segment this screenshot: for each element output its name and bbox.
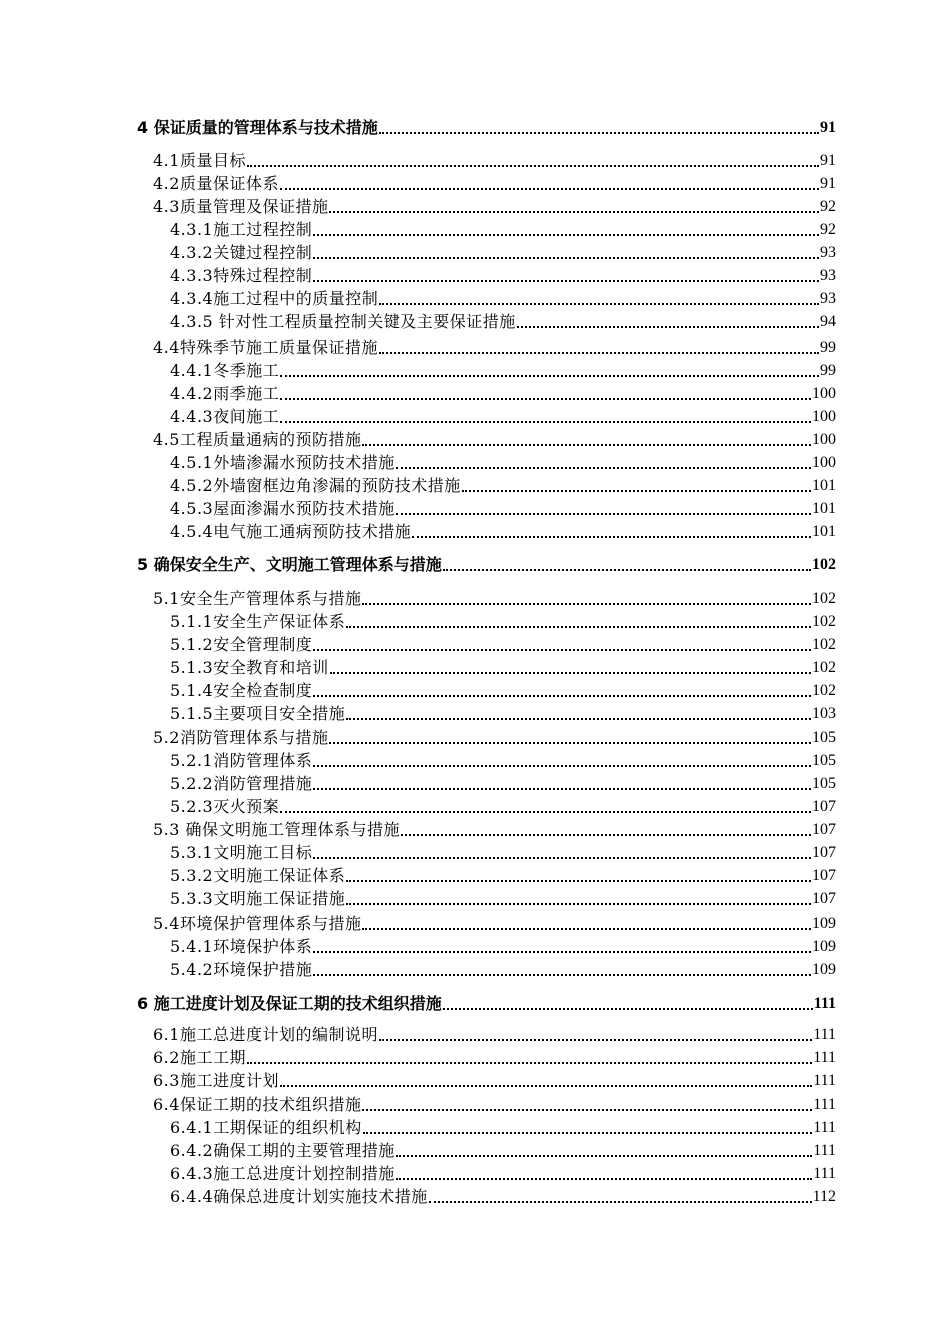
toc-section-entry[interactable] [153,588,836,610]
toc-page-number: 94 [820,313,836,330]
toc-entry-title: 4.4.3夜间施工 [170,407,280,426]
toc-entry-title: 5.2.2消防管理措施 [170,774,313,793]
toc-section-entry[interactable] [153,173,836,195]
toc-page-number: 92 [820,221,836,238]
toc-section-entry[interactable] [170,452,836,474]
toc-section-entry[interactable] [170,383,836,405]
toc-section-entry[interactable] [170,657,836,679]
toc-entry-title: 4.4.1冬季施工 [170,361,280,380]
dot-leader [313,765,811,767]
toc-entry-title: 5.1.3安全教育和培训 [170,658,329,677]
toc-page-number: 109 [812,938,836,955]
toc-page-number: 102 [812,556,836,573]
toc-chapter-entry[interactable] [137,554,836,576]
toc-section-entry[interactable] [153,819,836,841]
dot-leader [280,811,811,813]
dot-leader [280,1085,812,1087]
toc-entry-title: 4.4特殊季节施工质量保证措施 [153,338,378,357]
toc-section-entry[interactable] [153,1070,836,1092]
toc-page-number: 107 [812,844,836,861]
toc-page-number: 111 [813,1026,836,1043]
toc-entry-title: 6.4.1工期保证的组织机构 [170,1118,362,1137]
dot-leader [412,536,811,538]
dot-leader [443,1008,813,1010]
toc-section-entry[interactable] [170,773,836,795]
toc-entry-title: 4.3.4施工过程中的质量控制 [170,289,379,308]
toc-page-number: 111 [813,1072,836,1089]
toc-entry-title: 5.3.3文明施工保证措施 [170,889,346,908]
toc-page-number: 109 [812,915,836,932]
dot-leader [329,742,811,744]
toc-page-number: 93 [820,244,836,261]
toc-entry-title: 4.4.2雨季施工 [170,384,280,403]
dot-leader [247,1062,812,1064]
toc-entry-title: 6.4.3施工总进度计划控制措施 [170,1164,395,1183]
dot-leader [280,398,811,400]
dot-leader [362,444,811,446]
toc-page-number: 107 [812,890,836,907]
toc-chapter-entry[interactable] [137,993,836,1015]
toc-section-entry[interactable] [170,1186,836,1208]
toc-section-entry[interactable] [170,959,836,981]
toc-section-entry[interactable] [170,680,836,702]
toc-section-entry[interactable] [170,842,836,864]
toc-entry-title: 4.3.1施工过程控制 [170,220,313,239]
dot-leader [517,326,819,328]
toc-section-entry[interactable] [153,727,836,749]
dot-leader [280,375,819,377]
toc-entry-title: 6.4.4确保总进度计划实施技术措施 [170,1187,428,1206]
toc-entry-title: 5 确保安全生产、文明施工管理体系与措施 [137,555,442,574]
toc-section-entry[interactable] [170,311,836,333]
toc-page-number: 111 [813,1049,836,1066]
toc-section-entry[interactable] [153,196,836,218]
toc-section-entry[interactable] [153,337,836,359]
toc-page-number: 111 [813,995,836,1012]
toc-page-number: 107 [812,867,836,884]
toc-page-number: 91 [820,119,836,136]
toc-entry-title: 6.1施工总进度计划的编制说明 [153,1025,378,1044]
dot-leader [396,513,811,515]
dot-leader [313,234,819,236]
toc-page-number: 103 [812,705,836,722]
toc-entry-title: 4.1质量目标 [153,151,246,170]
toc-entry-title: 5.4环境保护管理体系与措施 [153,914,362,933]
toc-entry-title: 5.2.1消防管理体系 [170,751,313,770]
dot-leader [313,649,811,651]
toc-entry-title: 5.1.4安全检查制度 [170,681,313,700]
toc-section-entry[interactable] [153,150,836,172]
toc-section-entry[interactable] [170,936,836,958]
toc-entry-title: 5.2.3灭火预案 [170,797,280,816]
toc-section-entry[interactable] [170,521,836,543]
toc-page-number: 109 [812,961,836,978]
toc-section-entry[interactable] [170,750,836,772]
toc-section-entry[interactable] [153,1024,836,1046]
dot-leader [280,421,811,423]
toc-page-number: 111 [813,1096,836,1113]
toc-page-number: 102 [812,659,836,676]
toc-entry-title: 5.4.2环境保护措施 [170,960,313,979]
toc-section-entry[interactable] [170,406,836,428]
toc-section-entry[interactable] [170,475,836,497]
toc-page-number: 102 [812,590,836,607]
toc-section-entry[interactable] [170,796,836,818]
toc-entry-title: 5.3 确保文明施工管理体系与措施 [153,820,401,839]
toc-page-number: 105 [812,775,836,792]
toc-entry-title: 5.1.5主要项目安全措施 [170,704,346,723]
dot-leader [396,467,811,469]
toc-entry-title: 4.3质量管理及保证措施 [153,197,329,216]
toc-entry-title: 6.4保证工期的技术组织措施 [153,1095,362,1114]
toc-page-number: 102 [812,613,836,630]
dot-leader [313,788,811,790]
toc-entry-title: 5.1安全生产管理体系与措施 [153,589,362,608]
toc-section-entry[interactable] [170,865,836,887]
toc-entry-title: 4.5.4电气施工通病预防技术措施 [170,522,412,541]
toc-section-entry[interactable] [170,360,836,382]
dot-leader [443,569,811,571]
toc-section-entry[interactable] [170,1140,836,1162]
toc-page-number: 100 [812,431,836,448]
toc-page-number: 91 [820,152,836,169]
dot-leader [313,974,811,976]
toc-page-number: 92 [820,198,836,215]
dot-leader [362,1109,812,1111]
dot-leader [363,1132,812,1134]
toc-page-number: 105 [812,752,836,769]
dot-leader [313,695,811,697]
dot-leader [313,951,811,953]
toc-section-entry[interactable] [170,242,836,264]
dot-leader [346,903,811,905]
toc-page-number: 101 [812,477,836,494]
toc-entry-title: 5.1.2安全管理制度 [170,635,313,654]
toc-page-number: 107 [812,821,836,838]
toc-page-number: 112 [812,1188,836,1205]
toc-page-number: 100 [812,408,836,425]
dot-leader [346,626,811,628]
toc-section-entry[interactable] [153,429,836,451]
toc-page-number: 101 [812,500,836,517]
toc-entry-title: 6.2施工工期 [153,1048,246,1067]
toc-section-entry[interactable] [153,1047,836,1069]
toc-entry-title: 6.3施工进度计划 [153,1071,279,1090]
dot-leader [362,603,811,605]
toc-entry-title: 4.5.1外墙渗漏水预防技术措施 [170,453,395,472]
toc-section-entry[interactable] [170,611,836,633]
toc-page-number: 99 [820,339,836,356]
toc-entry-title: 6 施工进度计划及保证工期的技术组织措施 [137,994,442,1013]
toc-entry-title: 4.3.2关键过程控制 [170,243,313,262]
toc-section-entry[interactable] [170,634,836,656]
toc-page-number: 91 [820,175,836,192]
toc-entry-title: 4.3.5 针对性工程质量控制关键及主要保证措施 [170,312,516,331]
dot-leader [346,718,811,720]
toc-entry-title: 4.2质量保证体系 [153,174,279,193]
dot-leader [401,834,811,836]
toc-section-entry[interactable] [170,1163,836,1185]
toc-section-entry[interactable] [170,288,836,310]
dot-leader [462,490,811,492]
toc-entry-title: 5.4.1环境保护体系 [170,937,313,956]
dot-leader [280,188,819,190]
toc-entry-title: 4.3.3特殊过程控制 [170,266,313,285]
toc-page-number: 99 [820,362,836,379]
toc-entry-title: 4.5工程质量通病的预防措施 [153,430,362,449]
dot-leader [362,928,811,930]
dot-leader [313,857,811,859]
toc-entry-title: 5.1.1安全生产保证体系 [170,612,346,631]
dot-leader [429,1201,812,1203]
dot-leader [330,672,811,674]
toc-entry-title: 4.5.2外墙窗框边角渗漏的预防技术措施 [170,476,461,495]
dot-leader [313,280,819,282]
toc-section-entry[interactable] [153,1094,836,1116]
toc-page-number: 93 [820,267,836,284]
toc-entry-title: 5.3.2文明施工保证体系 [170,866,346,885]
toc-section-entry[interactable] [170,703,836,725]
dot-leader [346,880,811,882]
toc-page-number: 100 [812,385,836,402]
toc-section-entry[interactable] [170,498,836,520]
toc-entry-title: 4 保证质量的管理体系与技术措施 [137,118,378,137]
dot-leader [396,1178,812,1180]
toc-section-entry[interactable] [153,913,836,935]
toc-entry-title: 6.4.2确保工期的主要管理措施 [170,1141,395,1160]
toc-page-number: 111 [813,1142,836,1159]
toc-entry-title: 5.2消防管理体系与措施 [153,728,329,747]
toc-entry-title: 5.3.1文明施工目标 [170,843,313,862]
toc-section-entry[interactable] [170,265,836,287]
toc-section-entry[interactable] [170,219,836,241]
toc-page-number: 102 [812,682,836,699]
toc-page-number: 101 [812,523,836,540]
dot-leader [247,165,819,167]
dot-leader [379,1039,812,1041]
toc-page-number: 107 [812,798,836,815]
toc-page-number: 102 [812,636,836,653]
toc-chapter-entry[interactable] [137,117,836,139]
toc-page-number: 111 [813,1165,836,1182]
toc-page-number: 93 [820,290,836,307]
dot-leader [379,132,819,134]
toc-page-number: 111 [813,1119,836,1136]
toc-page-number: 100 [812,454,836,471]
toc-section-entry[interactable] [170,1117,836,1139]
dot-leader [396,1155,812,1157]
toc-section-entry[interactable] [170,888,836,910]
toc-page-number: 105 [812,729,836,746]
toc-entry-title: 4.5.3屋面渗漏水预防技术措施 [170,499,395,518]
dot-leader [379,303,819,305]
dot-leader [379,352,819,354]
dot-leader [313,257,819,259]
dot-leader [329,211,819,213]
